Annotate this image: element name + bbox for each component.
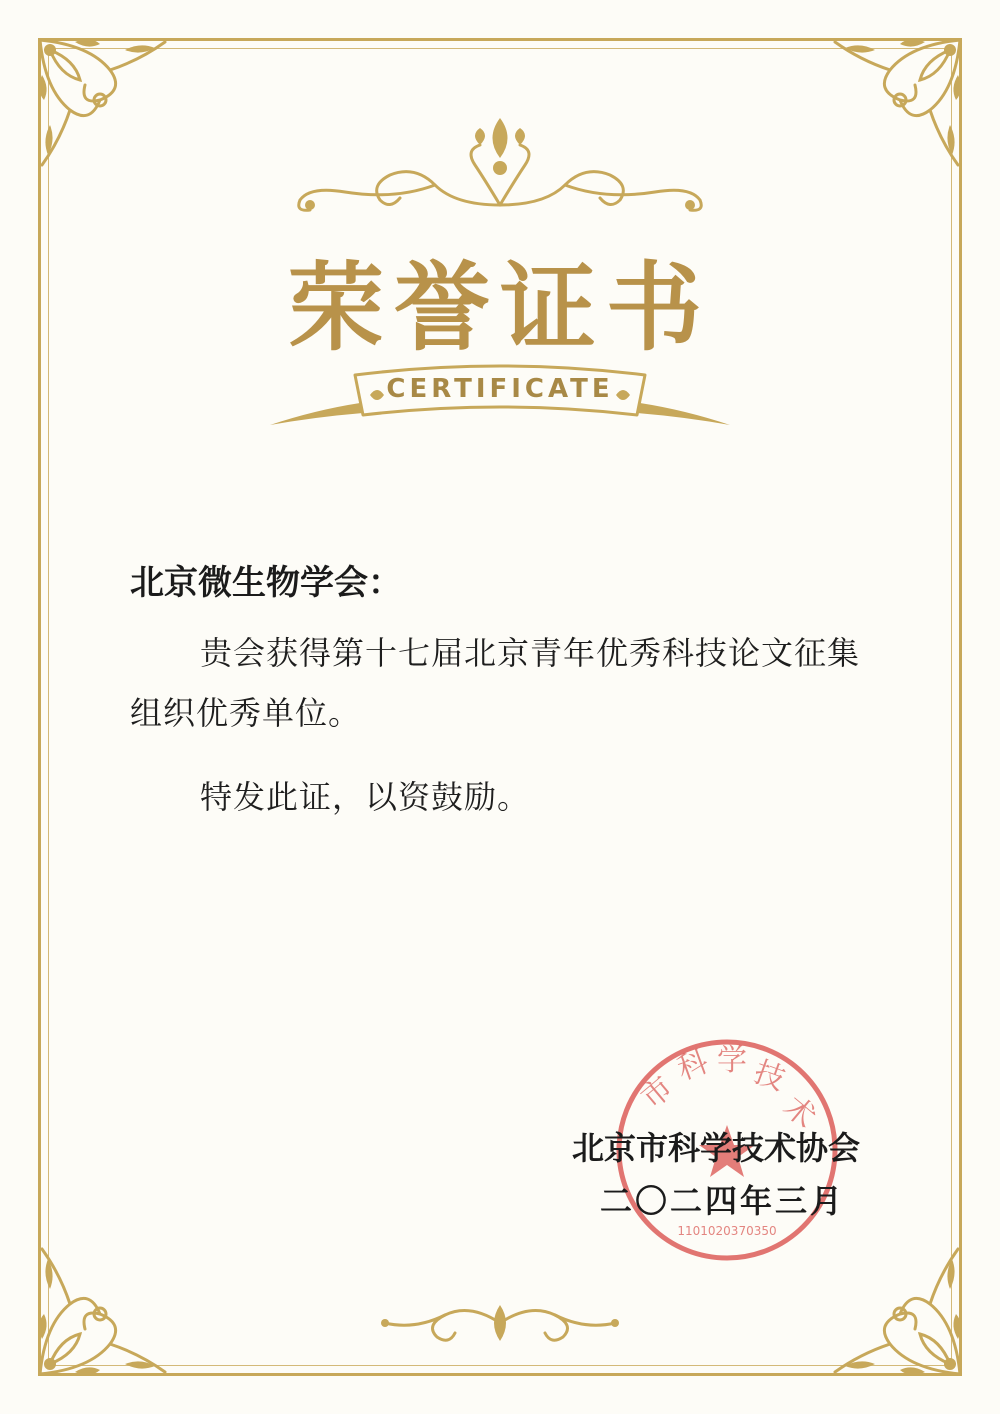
body-text-line-1: 贵会获得第十七届北京青年优秀科技论文征集 (200, 634, 861, 672)
certificate-title: 荣誉证书 (288, 252, 712, 364)
recipient-name: 北京微生物学会： (130, 563, 402, 603)
svg-text:技: 技 (749, 1054, 790, 1098)
corner-ornament-top-left (30, 30, 180, 180)
svg-text:学: 学 (717, 1043, 747, 1078)
corner-ornament-bottom-right (820, 1234, 970, 1384)
svg-text:术: 术 (776, 1089, 823, 1136)
svg-text:科: 科 (672, 1044, 713, 1088)
certificate-subtitle: CERTIFICATE (386, 374, 614, 404)
bottom-scroll-ornament (375, 1295, 625, 1350)
seal-number: 1101020370350 (677, 1224, 777, 1238)
body-text-line-3: 特发此证，以资鼓励。 (200, 778, 531, 816)
issue-date: 二〇二四年三月 (600, 1182, 846, 1220)
svg-text:市: 市 (634, 1070, 681, 1117)
issuer-name: 北京市科学技术协会 (572, 1129, 861, 1167)
top-scroll-ornament (285, 110, 715, 220)
corner-ornament-bottom-left (30, 1234, 180, 1384)
body-text-line-2: 组织优秀单位。 (130, 694, 362, 732)
corner-ornament-top-right (820, 30, 970, 180)
